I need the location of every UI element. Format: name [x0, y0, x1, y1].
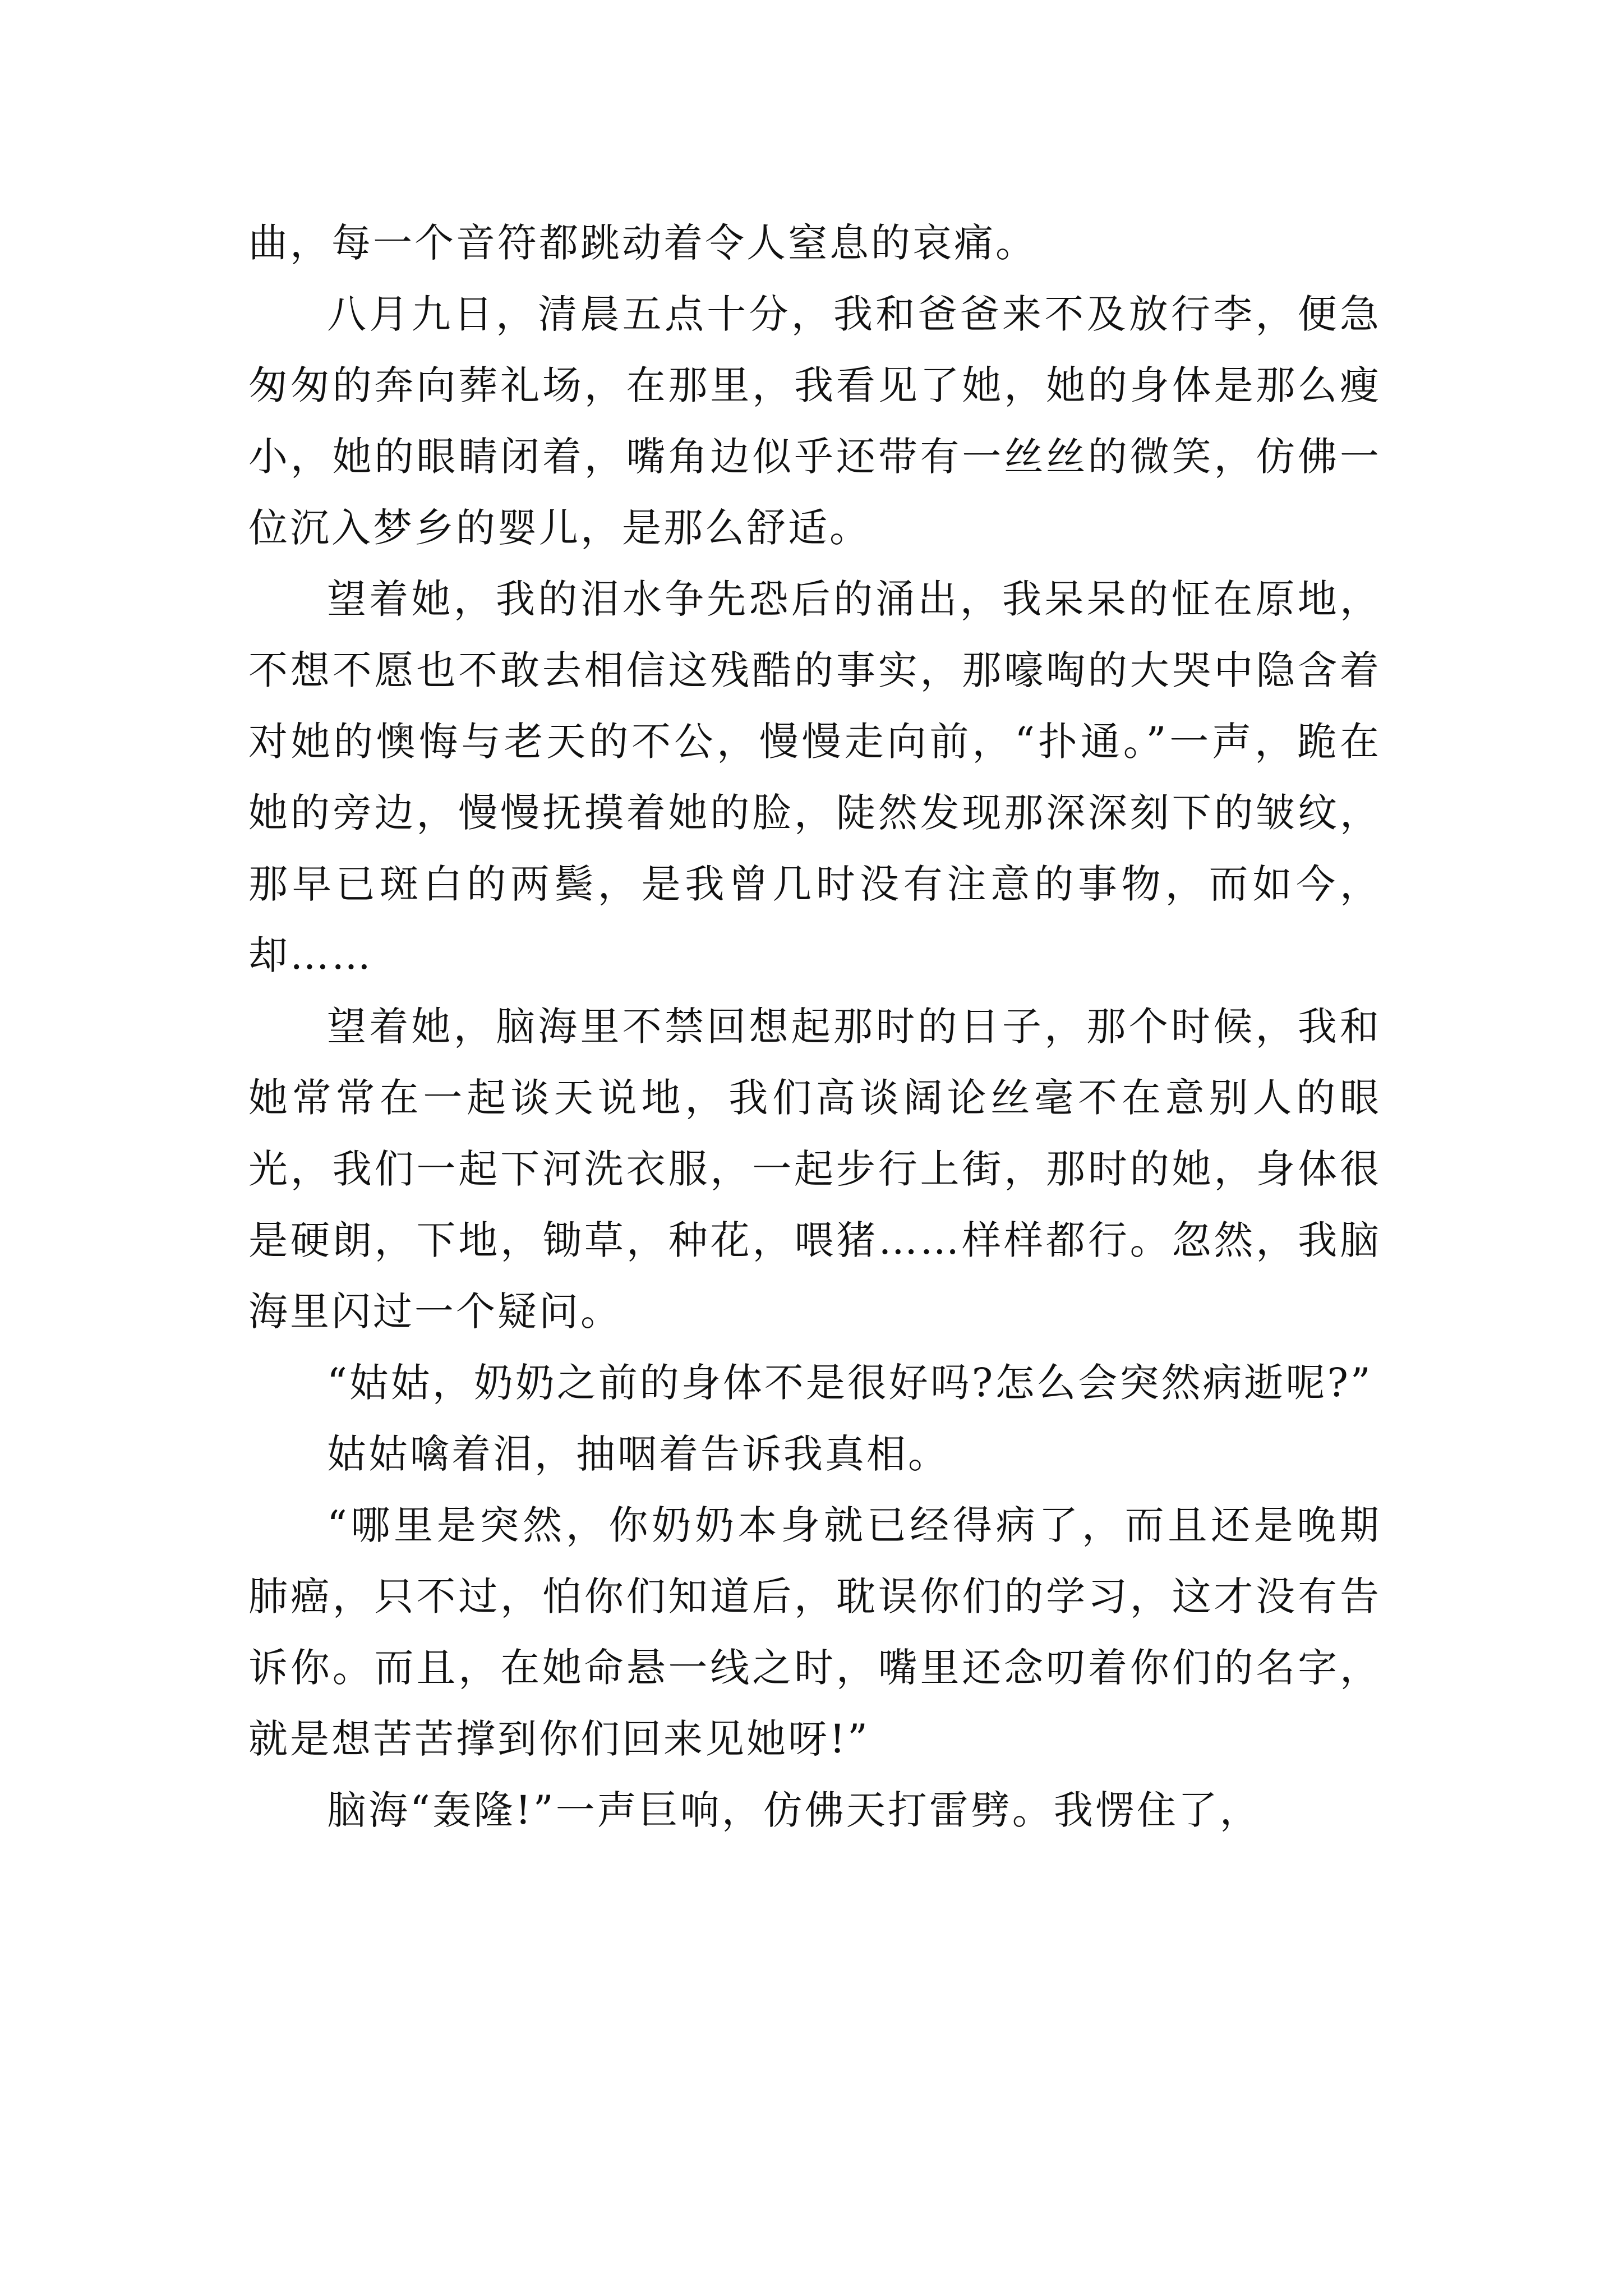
paragraph-5: “姑姑，奶奶之前的身体不是很好吗?怎么会突然病逝呢?” [327, 1360, 1373, 1406]
paragraph-1: 曲，每一个音符都跳动着令人窒息的哀痛。 [248, 220, 1037, 266]
paragraph-6: 姑姑噙着泪，抽咽着告诉我真相。 [327, 1431, 949, 1477]
paragraph-3: 望着她，我的泪水争先恐后的涌出，我呆呆的怔在原地，不想不愿也不敢去相信这残酷的事实，那嚎啕的大哭中隐含着对她的懊悔与老天的不公，慢慢走向前，“扑通。”一声，跪在她的旁边，慢慢抚摸着她的脸，陡然发现那深深刻下的皱纹，那早已斑白的两鬓，是我曾几时没有注意的事物，而如今，却…… [248, 576, 1381, 978]
body-text [248, 208, 1381, 1846]
paragraph-2: 八月九日，清晨五点十分，我和爸爸来不及放行李，便急匆匆的奔向葬礼场，在那里，我看见了她，她的身体是那么瘦小，她的眼睛闭着，嘴角边似乎还带有一丝丝的微笑，仿佛一位沉入梦乡的婴儿，是那么舒适。 [248, 291, 1381, 551]
paragraph-8: 脑海“轰隆!”一声巨响，仿佛天打雷劈。我愣住了， [327, 1787, 1261, 1833]
paragraph-4: 望着她，脑海里不禁回想起那时的日子，那个时候，我和她常常在一起谈天说地，我们高谈阔论丝毫不在意别人的眼光，我们一起下河洗衣服，一起步行上街，那时的她，身体很是硬朗，下地，锄草，种花，喂猪……样样都行。忽然，我脑海里闪过一个疑问。 [248, 1004, 1381, 1335]
paragraph-7: “哪里是突然，你奶奶本身就已经得病了，而且还是晚期肺癌，只不过，怕你们知道后，耽误你们的学习，这才没有告诉你。而且，在她命悬一线之时，嘴里还念叨着你们的名字，就是想苦苦撑到你们回来见她呀!” [248, 1502, 1381, 1762]
